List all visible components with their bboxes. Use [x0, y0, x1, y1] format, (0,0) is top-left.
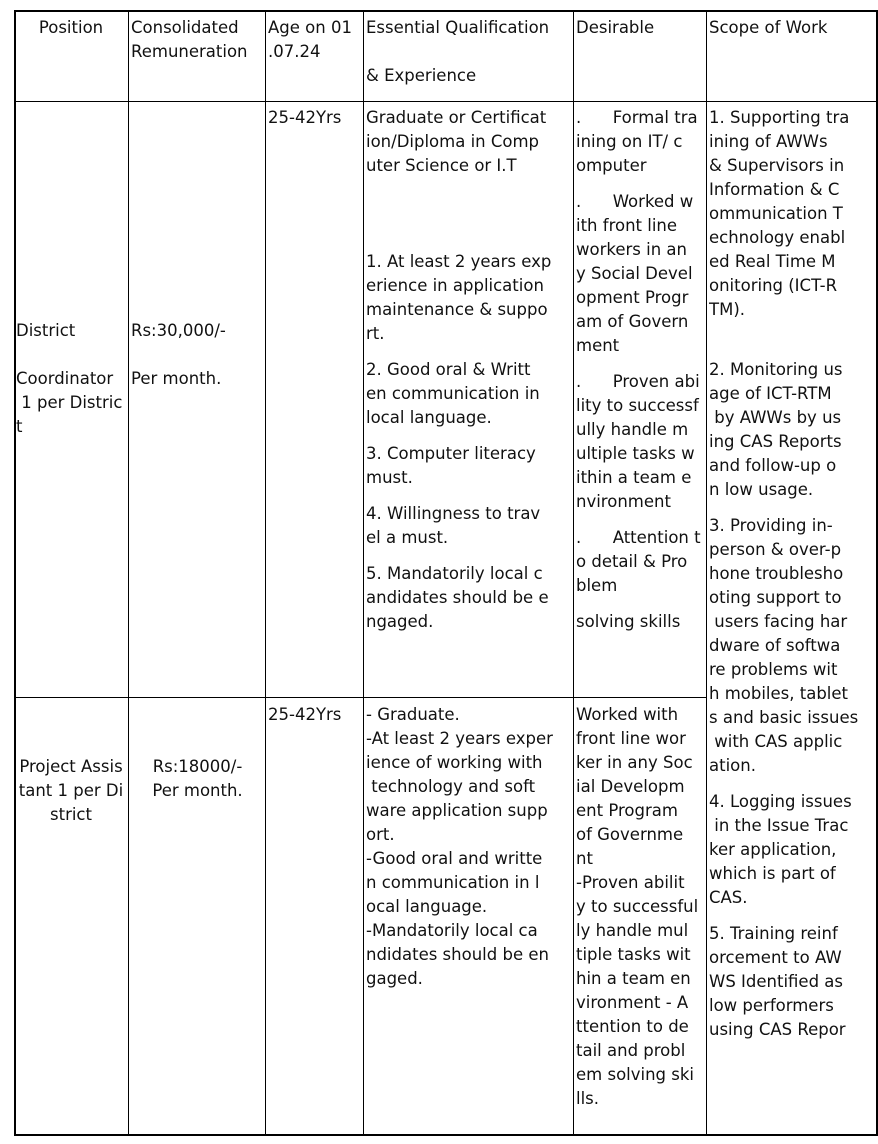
cell-text-line: tant 1 per Di — [18, 781, 124, 800]
cell-text-line: nvironment — [576, 492, 671, 511]
cell-text-line: . Formal tra — [576, 108, 698, 127]
cell-text-line: Per month. — [152, 781, 243, 800]
cell-text-line: ttention to de — [576, 1017, 689, 1036]
cell-text-line: ully handle m — [576, 420, 689, 439]
cell-text-line: rt. — [366, 324, 385, 343]
cell-text-line: dware of softwa — [709, 636, 841, 655]
cell-text-line: -Mandatorily local ca — [366, 921, 538, 940]
cell-text-line: - Graduate. — [366, 705, 460, 724]
cell-text-line: users facing har — [709, 612, 848, 631]
cell-text-line: . Proven abi — [576, 372, 700, 391]
cell-text-line: n communication in l — [366, 873, 540, 892]
cell-text-line: am of Govern — [576, 312, 689, 331]
cell-text-line: ment — [576, 336, 620, 355]
row2-desirable — [576, 703, 705, 1111]
cell-text-line: uter Science or I.T — [366, 156, 517, 175]
cell-text-line: tail and probl — [576, 1041, 686, 1060]
cell-text-line: 2. Monitoring us — [709, 360, 843, 379]
cell-text-line: ing CAS Reports — [709, 432, 842, 451]
cell-text-line: strict — [50, 805, 92, 824]
cell-text-line: . Worked w — [576, 192, 694, 211]
cell-text-line: Information & C — [709, 180, 840, 199]
row1-age — [268, 106, 362, 130]
row1-qualification — [366, 106, 572, 634]
cell-text-line: Graduate or Certificat — [366, 108, 547, 127]
cell-text-line: re problems wit — [709, 660, 838, 679]
row2-qualification — [366, 703, 572, 991]
header-age — [268, 16, 362, 64]
cell-text-line: & Experience — [366, 66, 477, 85]
cell-text-line — [366, 226, 572, 250]
cell-text-line: must. — [366, 468, 413, 487]
header-row-divider — [14, 101, 878, 102]
cell-text-line: hin a team en — [576, 969, 691, 988]
cell-text-line: el a must. — [366, 528, 449, 547]
cell-text-line: 1. At least 2 years exp — [366, 252, 552, 271]
cell-text-line: of Governme — [576, 825, 684, 844]
column-divider-1 — [128, 10, 129, 1136]
cell-text-line: ker application, — [709, 840, 837, 859]
cell-text-line: oting support to — [709, 588, 842, 607]
cell-text-line: Coordinator — [16, 369, 114, 388]
cell-text-line: gaged. — [366, 969, 423, 988]
cell-text-line: workers in an — [576, 240, 687, 259]
cell-text-line: en communication in — [366, 384, 540, 403]
cell-text-line: ent Program — [576, 801, 678, 820]
cell-text-line: ining of AWWs — [709, 132, 828, 151]
cell-text-line: CAS. — [709, 888, 748, 907]
cell-text-line: 25-42Yrs — [268, 108, 342, 127]
cell-text-line: ion/Diploma in Comp — [366, 132, 540, 151]
cell-text-line: and follow-up o — [709, 456, 837, 475]
cell-text-line: blem — [576, 576, 618, 595]
header-qualification — [366, 16, 572, 88]
cell-text-line: ation. — [709, 756, 756, 775]
cell-text-line: tiple tasks wit — [576, 945, 691, 964]
cell-text-line: ultiple tasks w — [576, 444, 695, 463]
cell-text-line: echnology enabl — [709, 228, 846, 247]
cell-text-line: nt — [576, 849, 593, 868]
cell-text-line: ommunication T — [709, 204, 843, 223]
column-divider-5 — [706, 10, 707, 1136]
row2-position — [16, 755, 126, 827]
cell-text-line — [366, 40, 572, 64]
cell-text-line: Desirable — [576, 18, 655, 37]
cell-text-line: Worked with — [576, 705, 679, 724]
cell-text-line: lity to successf — [576, 396, 699, 415]
cell-text-line: o detail & Pro — [576, 552, 688, 571]
row2-age — [268, 703, 362, 727]
cell-text-line: 1. Supporting tra — [709, 108, 850, 127]
cell-text-line — [16, 343, 126, 367]
cell-text-line: solving skills — [576, 612, 681, 631]
scope-of-work — [709, 106, 876, 1042]
cell-text-line: lls. — [576, 1089, 600, 1108]
cell-text-line: District — [16, 321, 76, 340]
cell-text-line: 1 per Distric — [16, 393, 123, 412]
cell-text-line: h mobiles, tablet — [709, 684, 849, 703]
cell-text-line: technology and soft — [366, 777, 536, 796]
cell-text-line: 4. Logging issues — [709, 792, 852, 811]
cell-text-line: 5. Training reinf — [709, 924, 838, 943]
cell-text-line: ial Developm — [576, 777, 685, 796]
cell-text-line: andidates should be e — [366, 588, 549, 607]
cell-text-line: Rs:18000/- — [152, 757, 243, 776]
column-divider-2 — [265, 10, 266, 1136]
cell-text-line: vironment - A — [576, 993, 689, 1012]
cell-text-line: & Supervisors in — [709, 156, 845, 175]
cell-text-line: orcement to AW — [709, 948, 842, 967]
cell-text-line: Rs:30,000/- — [131, 321, 226, 340]
cell-text-line: TM). — [709, 300, 745, 319]
cell-text-line: Essential Qualification — [366, 18, 550, 37]
header-position — [16, 16, 126, 40]
cell-text-line: ocal language. — [366, 897, 488, 916]
cell-text-line: ith front line — [576, 216, 678, 235]
cell-text-line: Scope of Work — [709, 18, 828, 37]
cell-text-line: by AWWs by us — [709, 408, 842, 427]
cell-text-line — [366, 202, 572, 226]
cell-text-line: in the Issue Trac — [709, 816, 849, 835]
cell-text-line: -At least 2 years exper — [366, 729, 553, 748]
cell-text-line: ithin a team e — [576, 468, 692, 487]
cell-text-line: 2. Good oral & Writt — [366, 360, 531, 379]
cell-text-line: 25-42Yrs — [268, 705, 342, 724]
cell-text-line: opment Progr — [576, 288, 689, 307]
cell-text-line: omputer — [576, 156, 647, 175]
cell-text-line: which is part of — [709, 864, 836, 883]
cell-text-line: ed Real Time M — [709, 252, 836, 271]
cell-text-line: ly handle mul — [576, 921, 689, 940]
cell-text-line: 4. Willingness to trav — [366, 504, 541, 523]
cell-text-line: s and basic issues — [709, 708, 859, 727]
column-divider-3 — [363, 10, 364, 1136]
row2-remuneration — [131, 755, 264, 803]
cell-text-line: local language. — [366, 408, 492, 427]
cell-text-line: . Attention t — [576, 528, 701, 547]
cell-text-line: ndidates should be en — [366, 945, 549, 964]
cell-text-line: t — [16, 417, 23, 436]
row-divider-left — [14, 697, 706, 698]
cell-text-line: ngaged. — [366, 612, 434, 631]
cell-text-line: ining on IT/ c — [576, 132, 683, 151]
cell-text-line: Position — [38, 18, 104, 37]
cell-text-line: .07.24 — [268, 42, 321, 61]
row1-position — [16, 319, 126, 439]
cell-text-line: hone troublesho — [709, 564, 844, 583]
cell-text-line: em solving ski — [576, 1065, 695, 1084]
header-remuneration — [131, 16, 264, 64]
cell-text-line: with CAS applic — [709, 732, 843, 751]
cell-text-line: erience in application — [366, 276, 544, 295]
cell-text-line: y to successful — [576, 897, 699, 916]
cell-text-line: 3. Computer literacy — [366, 444, 536, 463]
cell-text-line: using CAS Repor — [709, 1020, 846, 1039]
cell-text-line: ker in any Soc — [576, 753, 693, 772]
cell-text-line: Per month. — [131, 369, 222, 388]
cell-text-line: n low usage. — [709, 480, 814, 499]
cell-text-line: front line wor — [576, 729, 686, 748]
cell-text-line: low performers — [709, 996, 834, 1015]
cell-text-line: -Good oral and writte — [366, 849, 543, 868]
cell-text-line: age of ICT-RTM — [709, 384, 832, 403]
cell-text-line: WS Identified as — [709, 972, 844, 991]
header-desirable — [576, 16, 705, 40]
header-scope — [709, 16, 876, 40]
cell-text-line: 3. Providing in- — [709, 516, 833, 535]
cell-text-line: y Social Devel — [576, 264, 693, 283]
cell-text-line: -Proven abilit — [576, 873, 685, 892]
cell-text-line: maintenance & suppo — [366, 300, 548, 319]
cell-text-line: Age on 01 — [268, 18, 352, 37]
cell-text-line: ience of working with — [366, 753, 543, 772]
cell-text-line — [366, 178, 572, 202]
cell-text-line: person & over-p — [709, 540, 842, 559]
cell-text-line: ware application supp — [366, 801, 548, 820]
row1-remuneration — [131, 319, 264, 391]
cell-text-line: ort. — [366, 825, 395, 844]
column-divider-4 — [573, 10, 574, 1136]
cell-text-line: onitoring (ICT-R — [709, 276, 838, 295]
row1-desirable — [576, 106, 705, 634]
cell-text-line — [131, 343, 264, 367]
cell-text-line: Project Assis — [19, 757, 123, 776]
cell-text-line: 5. Mandatorily local c — [366, 564, 543, 583]
cell-text-line: Remuneration — [131, 42, 248, 61]
cell-text-line: Consolidated — [131, 18, 239, 37]
